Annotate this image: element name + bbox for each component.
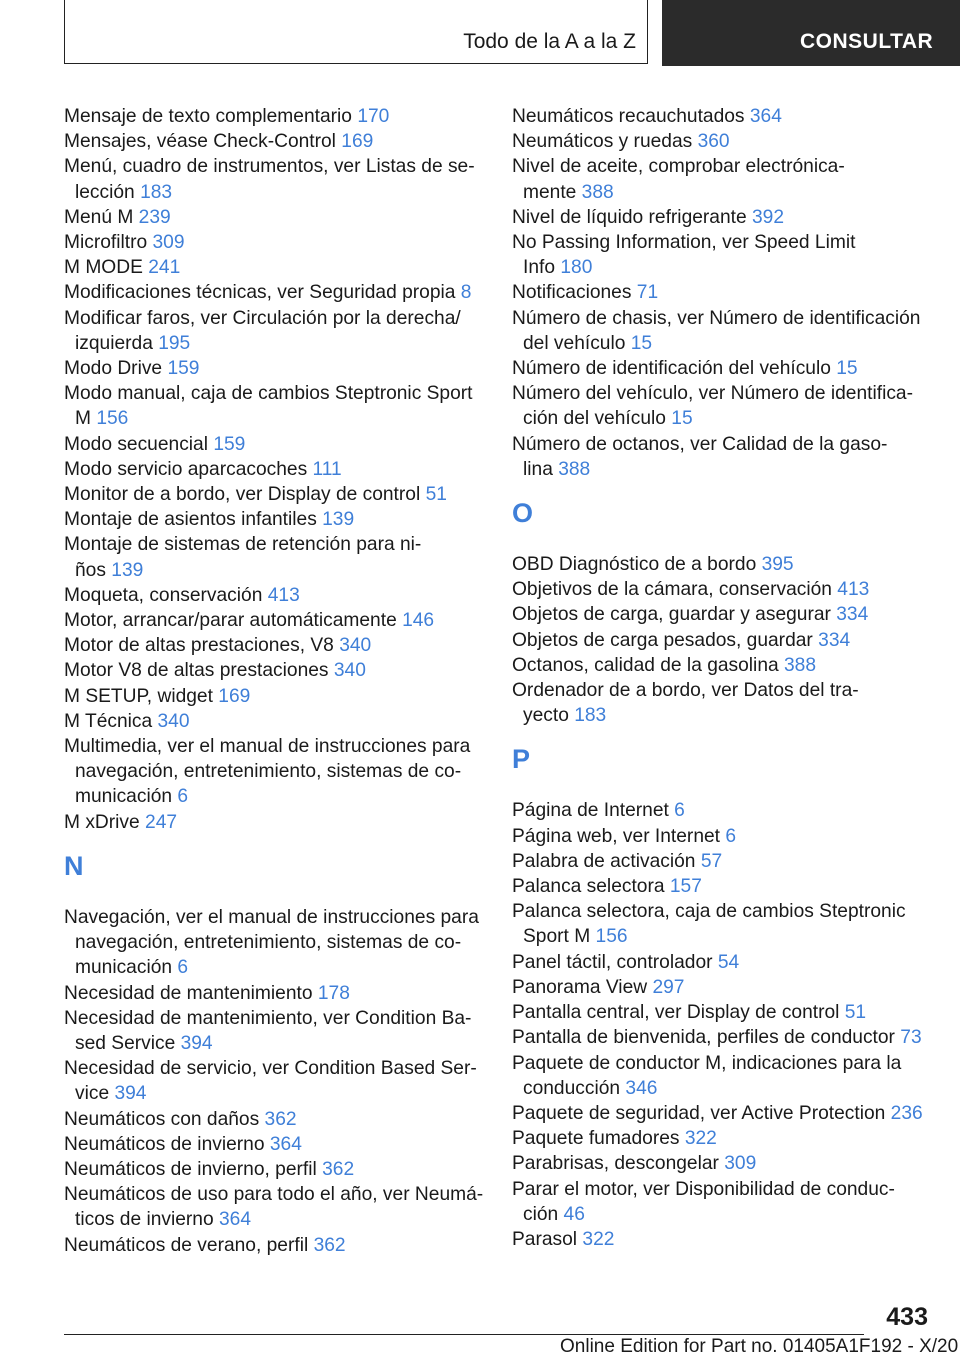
entry-term-continued: municación xyxy=(75,957,173,979)
page-reference-link[interactable]: 364 xyxy=(749,106,782,127)
page-reference-link[interactable]: 362 xyxy=(322,1158,355,1180)
entry-term: Modo Drive xyxy=(64,358,163,380)
page-reference-link[interactable]: 334 xyxy=(818,629,851,651)
page-reference-link[interactable]: 15 xyxy=(671,408,693,430)
entry-term: Montaje de sistemas de retención para ni- xyxy=(64,534,422,556)
index-entry xyxy=(64,709,484,734)
entry-term-continued: navegación, entretenimiento, sistemas de co- xyxy=(75,932,462,954)
index-entry xyxy=(64,306,484,356)
page-reference-link[interactable]: 146 xyxy=(402,610,435,632)
index-entry xyxy=(512,1126,932,1151)
letter-heading-o: O xyxy=(512,498,534,529)
index-entry xyxy=(512,1177,932,1227)
entry-term: Ordenador de a bordo, ver Datos del tra- xyxy=(512,680,859,702)
page-reference-link[interactable]: 6 xyxy=(177,957,189,979)
index-entry xyxy=(512,280,932,305)
page-reference-link[interactable]: 360 xyxy=(697,131,730,153)
index-entry xyxy=(64,482,484,507)
entry-term: Necesidad de servicio, ver Condition Based Ser- xyxy=(64,1058,477,1080)
index-entry xyxy=(64,255,484,280)
entry-term: Modo servicio aparcacoches xyxy=(64,458,308,480)
page-reference-link[interactable]: 322 xyxy=(582,1228,615,1250)
entry-term: Multimedia, ver el manual de instrucciones para xyxy=(64,736,471,758)
page-reference-link[interactable]: 139 xyxy=(111,559,144,581)
page-reference-link[interactable]: 395 xyxy=(761,554,794,576)
index-entry xyxy=(512,1051,932,1101)
entry-term-continued: lina xyxy=(523,458,553,480)
page-reference-link[interactable]: 6 xyxy=(674,800,685,822)
entry-term: Moqueta, conservación xyxy=(64,584,263,606)
entry-term: Motor de altas prestaciones, V8 xyxy=(64,635,334,657)
page-reference-link[interactable]: 195 xyxy=(158,332,191,354)
index-entry xyxy=(64,734,484,810)
entry-term-continued: conducción xyxy=(523,1077,621,1099)
entry-term-continued: navegación, entretenimiento, sistemas de co- xyxy=(75,761,462,783)
page-reference-link[interactable]: 394 xyxy=(114,1083,147,1105)
letter-heading-p: P xyxy=(512,744,531,775)
entry-term: Número de chasis, ver Número de identificación xyxy=(512,307,921,329)
page-reference-link[interactable]: 413 xyxy=(837,579,870,601)
index-entry xyxy=(64,230,484,255)
index-entry xyxy=(64,1182,484,1232)
page-reference-link[interactable]: 15 xyxy=(836,358,858,380)
entry-term: Número de octanos, ver Calidad de la gaso- xyxy=(512,433,888,455)
index-entry xyxy=(512,104,932,129)
entry-term: Neumáticos y ruedas xyxy=(512,131,693,153)
letter-heading-n: N xyxy=(64,850,84,881)
page-reference-link[interactable]: 247 xyxy=(145,811,178,833)
page-reference-link[interactable]: 362 xyxy=(264,1108,297,1130)
index-entry xyxy=(512,205,932,230)
entry-term: No Passing Information, ver Speed Limit xyxy=(512,232,856,254)
entries-o xyxy=(512,552,932,728)
entry-term: M Técnica xyxy=(64,710,153,732)
index-entry xyxy=(64,981,484,1006)
index-entry xyxy=(512,129,932,154)
entry-term: Necesidad de mantenimiento, ver Condition Ba- xyxy=(64,1007,472,1029)
entries-n xyxy=(64,905,484,1258)
page-reference-link[interactable]: 362 xyxy=(313,1234,346,1256)
entry-term-continued: lección xyxy=(75,181,135,203)
page-reference-link[interactable]: 71 xyxy=(636,282,659,304)
entry-term: Palanca selectora xyxy=(512,876,665,898)
page-reference-link[interactable]: 51 xyxy=(844,1002,867,1024)
entry-term: Nivel de líquido refrigerante xyxy=(512,206,747,228)
page-reference-link[interactable]: 413 xyxy=(267,584,300,606)
page-reference-link[interactable]: 388 xyxy=(581,181,614,203)
index-entry xyxy=(512,432,932,482)
entry-term: Modificaciones técnicas, ver Seguridad propia xyxy=(64,282,456,304)
entry-term-continued: izquierda xyxy=(75,332,153,354)
entry-term-continued: ción xyxy=(523,1203,559,1225)
index-entry xyxy=(512,381,932,431)
index-entry xyxy=(64,1056,484,1106)
page-reference-link[interactable]: 322 xyxy=(684,1128,717,1150)
entry-term: Nivel de aceite, comprobar electrónica- xyxy=(512,156,845,178)
index-entry xyxy=(64,356,484,381)
page-reference-link[interactable]: 156 xyxy=(595,926,628,948)
entries-p xyxy=(512,798,932,1252)
entry-term: Parar el motor, ver Disponibilidad de conduc- xyxy=(512,1178,895,1200)
entry-term: Objetos de carga pesados, guardar xyxy=(512,629,813,651)
index-entry xyxy=(64,658,484,683)
entry-term: Notificaciones xyxy=(512,282,632,304)
index-entry xyxy=(512,798,932,823)
index-entry xyxy=(64,280,484,305)
index-entry xyxy=(512,874,932,899)
index-entry xyxy=(512,230,932,280)
page-reference-link[interactable]: 6 xyxy=(725,825,737,847)
page-reference-link[interactable]: 364 xyxy=(269,1133,302,1155)
entry-term-continued: ción del vehículo xyxy=(523,408,666,430)
entry-term: Parabrisas, descongelar xyxy=(512,1153,719,1175)
entry-term-continued: mente xyxy=(523,181,577,203)
footer-divider xyxy=(64,1334,864,1335)
entry-term: Navegación, ver el manual de instrucciones para xyxy=(64,906,479,928)
section-label: Todo de la A a la Z xyxy=(463,30,636,53)
index-entry xyxy=(512,849,932,874)
page-reference-link[interactable]: 297 xyxy=(652,976,685,998)
page-reference-link[interactable]: 364 xyxy=(219,1209,252,1231)
entry-term-continued: Info xyxy=(523,257,556,279)
page-reference-link[interactable]: 73 xyxy=(900,1027,922,1049)
page-number: 433 xyxy=(886,1303,928,1331)
entry-term: Paquete de seguridad, ver Active Protection xyxy=(512,1102,886,1124)
entry-term: Mensaje de texto complementario xyxy=(64,106,352,127)
index-entry xyxy=(512,824,932,849)
entry-term-continued: vice xyxy=(75,1083,110,1105)
entry-term: Objetivos de la cámara, conservación xyxy=(512,579,832,601)
entry-term: Pantalla de bienvenida, perfiles de conductor xyxy=(512,1027,895,1049)
entry-term: Objetos de carga, guardar y asegurar xyxy=(512,604,831,626)
entry-term: Neumáticos con daños xyxy=(64,1108,260,1130)
entry-term: Neumáticos de uso para todo el año, ver Neumá- xyxy=(64,1184,484,1206)
page-reference-link[interactable]: 340 xyxy=(157,710,190,732)
index-entry xyxy=(64,905,484,981)
page-reference-link[interactable]: 346 xyxy=(625,1077,658,1099)
index-entry xyxy=(64,154,484,204)
index-entry xyxy=(512,950,932,975)
entry-term: Necesidad de mantenimiento xyxy=(64,982,313,1004)
entry-term: Menú, cuadro de instrumentos, ver Listas de se- xyxy=(64,156,475,178)
index-entry xyxy=(512,1151,932,1176)
page-reference-link[interactable]: 139 xyxy=(322,509,355,531)
page-reference-link[interactable]: 111 xyxy=(312,458,342,480)
index-entry xyxy=(512,552,932,577)
entry-term: Mensajes, véase Check-Control xyxy=(64,131,336,153)
index-entry xyxy=(64,507,484,532)
entry-term: Octanos, calidad de la gasolina xyxy=(512,654,779,676)
entry-term: M MODE xyxy=(64,257,143,279)
page-reference-link[interactable]: 8 xyxy=(460,282,472,304)
page-reference-link[interactable]: 183 xyxy=(574,705,607,727)
entry-term: Menú M xyxy=(64,206,134,228)
index-entry xyxy=(64,684,484,709)
page-reference-link[interactable]: 340 xyxy=(333,660,366,682)
index-entry xyxy=(512,1227,932,1252)
index-entry xyxy=(64,583,484,608)
entries-n-continued xyxy=(512,104,932,482)
page-reference-link[interactable]: 334 xyxy=(836,604,869,626)
index-entry xyxy=(64,381,484,431)
entry-term: Motor, arrancar/parar automáticamente xyxy=(64,610,397,632)
entry-term: Parasol xyxy=(512,1228,578,1250)
entry-term: M xDrive xyxy=(64,811,140,833)
page-reference-link[interactable]: 159 xyxy=(213,433,246,455)
entry-term: Neumáticos recauchutados xyxy=(512,106,745,127)
page-reference-link[interactable]: 157 xyxy=(669,876,702,898)
index-entry xyxy=(64,1006,484,1056)
entry-term-continued: del vehículo xyxy=(523,332,626,354)
index-entry xyxy=(64,129,484,154)
page-reference-link[interactable]: 54 xyxy=(717,951,740,973)
edition-text: Online Edition for Part no. 01405A1F192 - X/20 xyxy=(560,1336,959,1357)
index-entry xyxy=(512,628,932,653)
index-entry xyxy=(64,810,484,835)
entry-term-continued: M xyxy=(75,408,91,430)
entry-term: Palabra de activación xyxy=(512,850,696,872)
index-column-left xyxy=(64,104,484,1258)
entry-term: Neumáticos de invierno, perfil xyxy=(64,1158,317,1180)
entry-term-continued: sed Service xyxy=(75,1032,176,1054)
page-reference-link[interactable]: 57 xyxy=(700,850,723,872)
index-entry xyxy=(512,1025,932,1050)
entries-m xyxy=(64,104,484,835)
index-entry xyxy=(64,532,484,582)
entry-term: M SETUP, widget xyxy=(64,685,213,707)
entry-term-continued: yecto xyxy=(523,705,569,727)
page-reference-link[interactable]: 51 xyxy=(425,484,447,506)
index-column-right xyxy=(512,104,932,1252)
entry-term: Página web, ver Internet xyxy=(512,825,720,847)
page-reference-link[interactable]: 183 xyxy=(140,181,173,203)
index-entry xyxy=(64,608,484,633)
page-reference-link[interactable]: 6 xyxy=(177,786,189,808)
consult-tab[interactable] xyxy=(662,0,960,66)
entry-term: Número del vehículo, ver Número de identifica- xyxy=(512,383,913,405)
page-reference-link[interactable]: 388 xyxy=(558,458,591,480)
page-reference-link[interactable]: 169 xyxy=(341,131,374,153)
entry-term: Microfiltro xyxy=(64,232,148,254)
index-entry xyxy=(64,104,484,129)
entry-term-continued: municación xyxy=(75,786,173,808)
page-reference-link[interactable]: 309 xyxy=(724,1153,757,1175)
entry-term: Monitor de a bordo, ver Display de control xyxy=(64,484,421,506)
index-entry xyxy=(512,899,932,949)
page-reference-link[interactable]: 159 xyxy=(167,358,200,380)
page-reference-link[interactable]: 239 xyxy=(138,206,171,228)
entry-term-continued: Sport M xyxy=(523,926,591,948)
entry-term: Modificar faros, ver Circulación por la derecha/ xyxy=(64,307,461,329)
page-reference-link[interactable]: 15 xyxy=(630,332,653,354)
index-entry xyxy=(512,1101,932,1126)
entry-term: Neumáticos de invierno xyxy=(64,1133,265,1155)
entry-term: Palanca selectora, caja de cambios Steptronic xyxy=(512,901,906,923)
index-entry xyxy=(64,457,484,482)
entry-term: Montaje de asientos infantiles xyxy=(64,509,317,531)
page-reference-link[interactable]: 46 xyxy=(563,1203,585,1225)
entry-term: Modo manual, caja de cambios Steptronic Sport xyxy=(64,383,473,405)
index-entry xyxy=(512,602,932,627)
index-entry xyxy=(512,154,932,204)
index-entry xyxy=(512,577,932,602)
entry-term: Pantalla central, ver Display de control xyxy=(512,1002,840,1024)
page-reference-link[interactable]: 394 xyxy=(180,1032,213,1054)
index-entry xyxy=(64,205,484,230)
index-entry xyxy=(64,633,484,658)
entry-term: Panorama View xyxy=(512,976,648,998)
entry-term: Modo secuencial xyxy=(64,433,208,455)
entry-term: Panel táctil, controlador xyxy=(512,951,713,973)
index-entry xyxy=(512,975,932,1000)
page-reference-link[interactable]: 170 xyxy=(357,106,390,127)
index-entry xyxy=(64,1233,484,1258)
index-entry xyxy=(512,306,932,356)
page-reference-link[interactable]: 180 xyxy=(560,257,593,279)
index-entry xyxy=(64,1107,484,1132)
page-reference-link[interactable]: 392 xyxy=(752,206,785,228)
index-entry xyxy=(512,678,932,728)
entry-term: Neumáticos de verano, perfil xyxy=(64,1234,309,1256)
index-entry xyxy=(512,653,932,678)
index-entry xyxy=(512,356,932,381)
entry-term-continued: ticos de invierno xyxy=(75,1209,214,1231)
entry-term: Motor V8 de altas prestaciones xyxy=(64,660,329,682)
consult-tab-label: CONSULTAR xyxy=(800,30,934,53)
page-reference-link[interactable]: 236 xyxy=(890,1102,923,1124)
entry-term: Página de Internet xyxy=(512,800,669,822)
entry-term: OBD Diagnóstico de a bordo xyxy=(512,554,757,576)
entry-term: Número de identificación del vehículo xyxy=(512,358,831,380)
page-reference-link[interactable]: 340 xyxy=(339,635,372,657)
index-entry xyxy=(64,1132,484,1157)
entry-term-continued: ños xyxy=(75,559,106,581)
index-entry xyxy=(64,1157,484,1182)
page-reference-link[interactable]: 309 xyxy=(152,232,185,254)
index-entry xyxy=(512,1000,932,1025)
page-reference-link[interactable]: 169 xyxy=(218,685,251,707)
page-reference-link[interactable]: 388 xyxy=(784,654,817,676)
entry-term: Paquete de conductor M, indicaciones para la xyxy=(512,1052,902,1074)
page-reference-link[interactable]: 241 xyxy=(148,257,181,279)
page-reference-link[interactable]: 156 xyxy=(96,408,129,430)
index-entry xyxy=(64,432,484,457)
page-reference-link[interactable]: 178 xyxy=(317,982,350,1004)
entry-term: Paquete fumadores xyxy=(512,1128,680,1150)
